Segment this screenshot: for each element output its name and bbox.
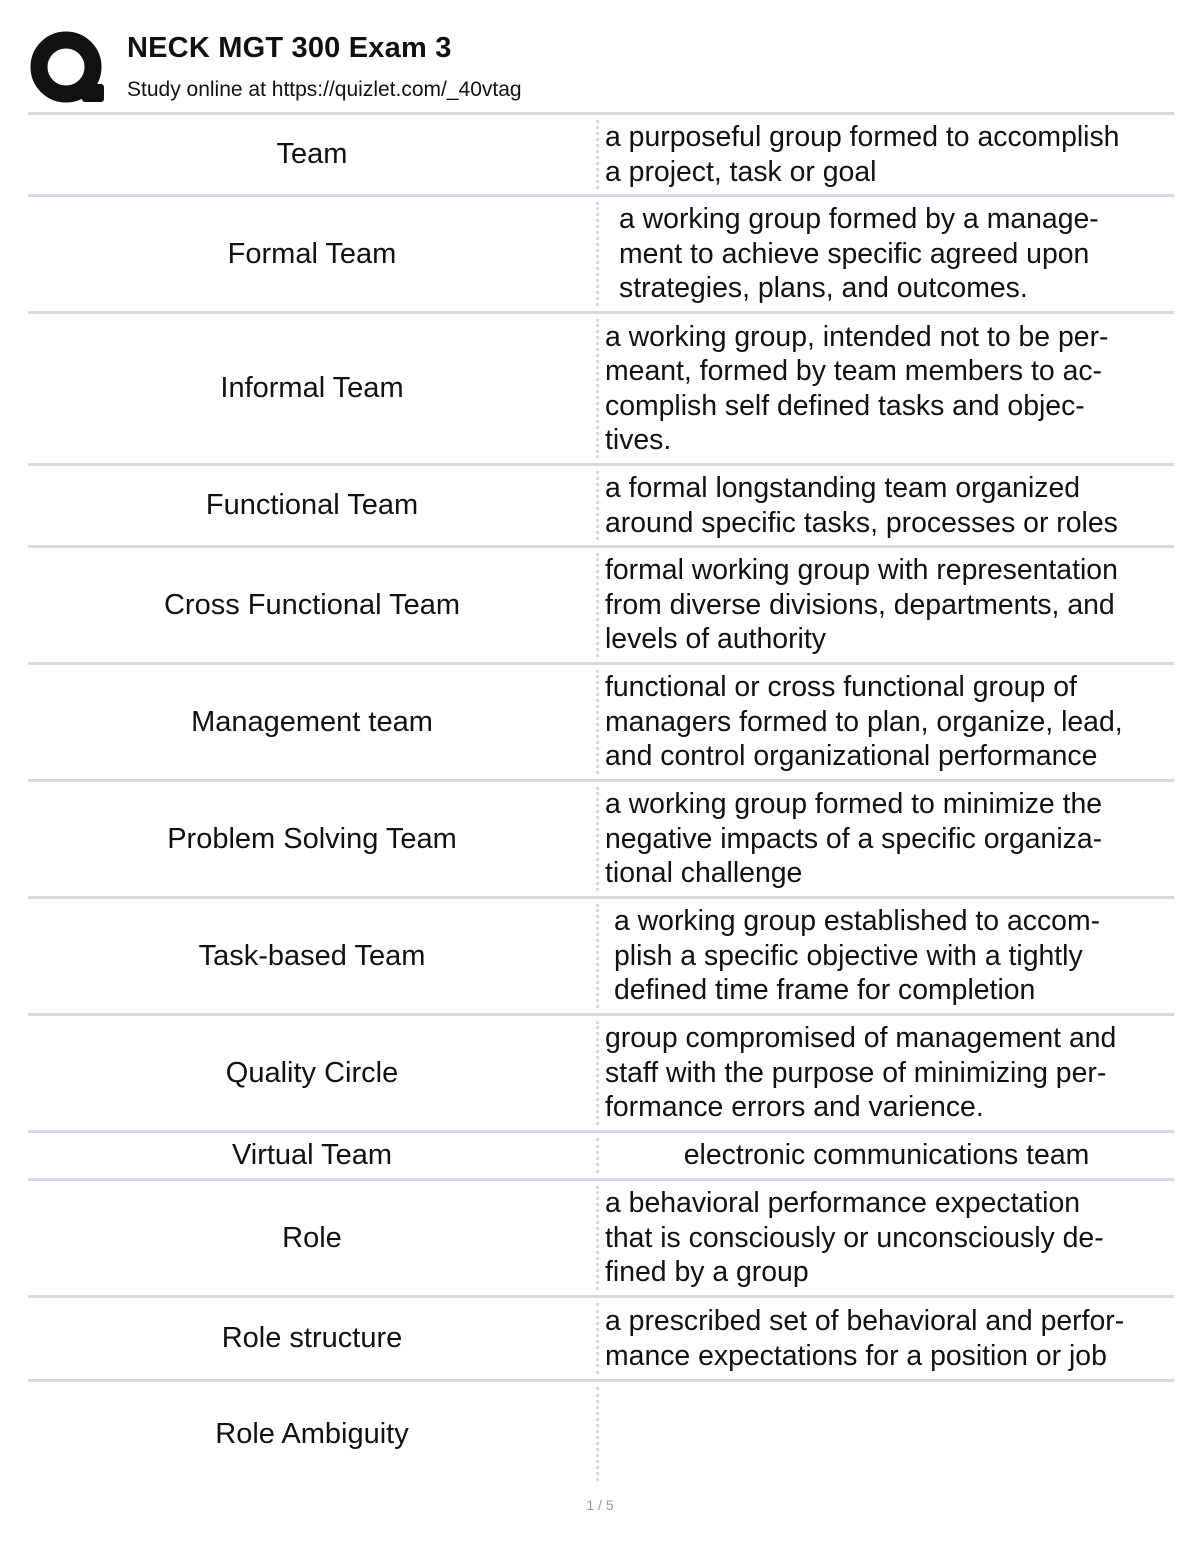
definition-cell: formal working group with representation from diverse divisions, departments, and levels of authority: [596, 553, 1174, 657]
definition-cell: a behavioral performance expectation that is consciously or unconsciously de- fined by a group: [596, 1186, 1174, 1290]
page-title: NECK MGT 300 Exam 3: [127, 32, 452, 64]
term-cell: Virtual Team: [231, 1139, 393, 1171]
term-cell: Problem Solving Team: [167, 822, 457, 855]
term-cell: Cross Functional Team: [163, 588, 461, 621]
page-number: 1 / 5: [586, 1497, 614, 1513]
definition-cell: a prescribed set of behavioral and perfor- mance expectations for a position or job: [596, 1303, 1174, 1374]
table-row: [28, 1133, 1174, 1181]
term-cell: Role: [282, 1221, 342, 1254]
definition-cell: a working group formed to minimize the negative impacts of a specific organiza- tional challenge: [596, 787, 1174, 891]
term-table: [28, 112, 1174, 1486]
term-cell: Management team: [191, 705, 433, 738]
table-row: [28, 665, 1174, 782]
definition-cell: electronic communications team: [596, 1138, 1174, 1173]
definition-cell: group compromised of management and staff with the purpose of minimizing per- formance errors and varience.: [596, 1021, 1174, 1125]
definition-cell: a purposeful group formed to accomplish a project, task or goal: [596, 120, 1174, 189]
term-cell: Quality Circle: [225, 1056, 399, 1089]
table-row: [28, 1382, 1174, 1486]
table-row: [28, 1298, 1174, 1382]
definition-cell: [596, 1387, 1174, 1481]
table-row: [28, 1016, 1174, 1133]
term-cell: Formal Team: [227, 237, 397, 270]
table-row: [28, 197, 1174, 314]
term-cell: Role structure: [221, 1322, 403, 1354]
page-header: [30, 28, 1175, 110]
study-link-text: Study online at https://quizlet.com/_40vtag: [127, 78, 522, 101]
quizlet-q-logo-icon: [30, 30, 106, 106]
term-cell: Task-based Team: [198, 939, 426, 972]
term-cell: Functional Team: [205, 489, 419, 521]
table-row: [28, 314, 1174, 466]
table-row: [28, 115, 1174, 197]
term-cell: Informal Team: [220, 372, 404, 404]
table-row: [28, 548, 1174, 665]
table-row: [28, 899, 1174, 1016]
definition-cell: functional or cross functional group of managers formed to plan, organize, lead, and control organizational performance: [596, 670, 1174, 774]
term-cell: Role Ambiguity: [215, 1417, 409, 1450]
definition-cell: a working group formed by a manage- ment to achieve specific agreed upon strategies, plans, and outcomes.: [596, 202, 1174, 306]
table-row: [28, 1181, 1174, 1298]
definition-cell: a formal longstanding team organized around specific tasks, processes or roles: [596, 471, 1174, 540]
table-row: [28, 466, 1174, 548]
definition-cell: a working group, intended not to be per- meant, formed by team members to ac- complish self defined tasks and objec- tives.: [596, 319, 1174, 458]
term-cell: Team: [276, 138, 348, 170]
definition-cell: a working group established to accom- plish a specific objective with a tightly defined time frame for completion: [596, 904, 1174, 1008]
table-row: [28, 782, 1174, 899]
